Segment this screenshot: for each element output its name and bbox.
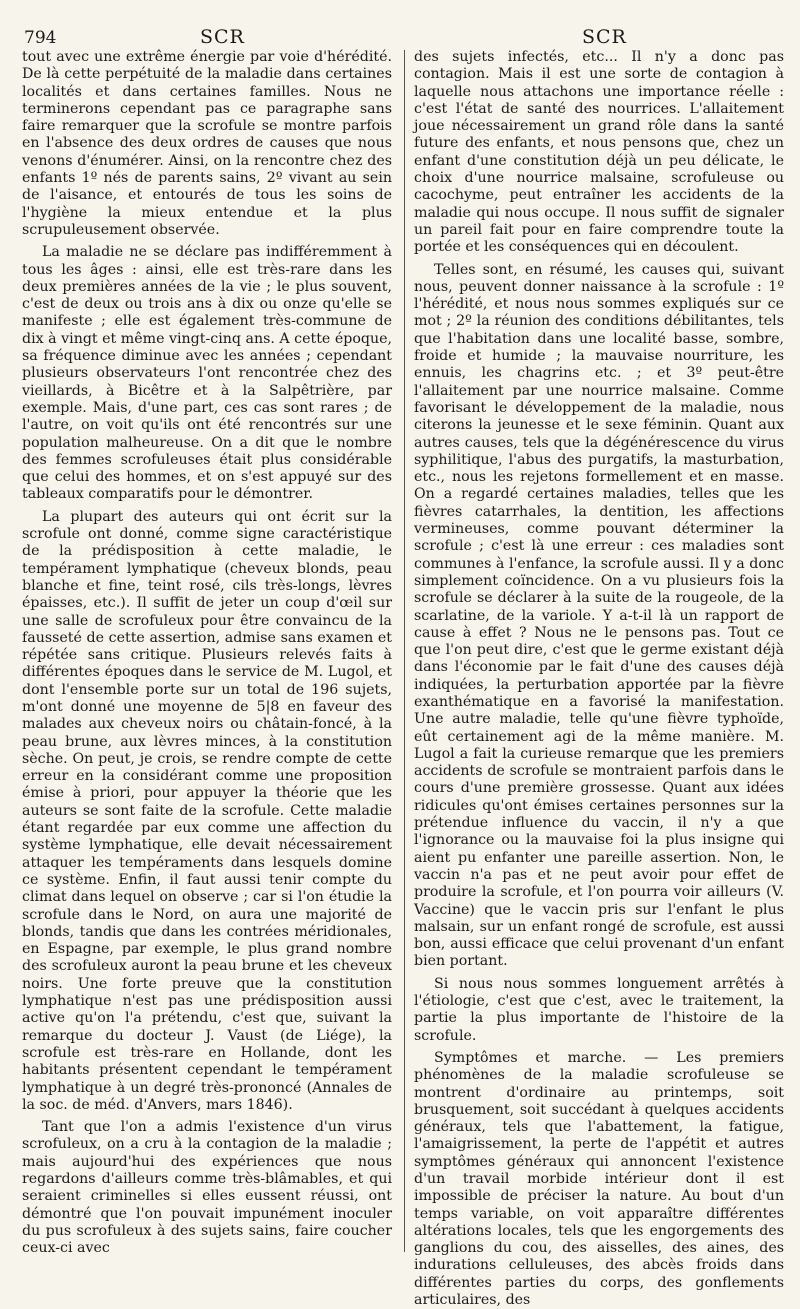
- paragraph: Telles sont, en résumé, les causes qui, suivant nous, peuvent donner naissance à la scrofule : 1º l'hérédité, et nous nous sommes expliqués sur ce mot ; 2º la réunion des conditions débilitantes, tels que l'habitation dans une localité basse, sombre, froide et humide ; la mauvaise nourriture, les ennuis, les chagrins etc. ; et 3º peut-être l'allaitement par une nourrice malsaine. Comme favorisant le développement de la maladie, nous citerons la jeunesse et le sexe féminin. Quant aux autres causes, tels que la dégénérescence du virus syphilitique, l'abus des purgatifs, la masturbation, etc., nous les rejetons formellement et en masse. On a regardé certaines maladies, telles que les fièvres catarrhales, la dentition, les affections vermineuses, comme pouvant déterminer la scrofule ; c'est là une erreur : ces maladies sont communes à l'enfance, la scrofule aussi. Il y a donc simplement coïncidence. On a vu plusieurs fois la scrofule se déclarer à la suite de la rougeole, de la scarlatine, de la variole. Y a-t-il là un rapport de cause à effet ? Nous ne le pensons pas. Tout ce que l'on peut dire, c'est que le germe existant déjà dans l'économie par le fait d'une des causes déjà indiquées, la perturbation apportée par la fièvre exanthématique en a favorisé la manifestation. Une autre maladie, telle qu'une fièvre typhoïde, eût certainement agi de la même manière. M. Lugol a fait la curieuse remarque que les premiers accidents de scrofule se montraient parfois dans le cours d'une première grossesse. Quant aux idées ridicules qu'ont émises certaines personnes sur la prétendue influence du vaccin, il n'y a que l'ignorance ou la mauvaise foi la plus insigne qui aient pu enfanter une pareille assertion. Non, le vaccin n'a pas et ne peut avoir pour effet de produire la scrofule, et l'on pourra voir ailleurs (V. Vaccine) que le vaccin pris sur l'enfant le plus malsain, sur un enfant rongé de scrofule, est aussi bon, aussi efficace que celui provenant d'un enfant bien portant.: [414, 261, 784, 970]
- paragraph: des sujets infectés, etc... Il n'y a donc pas contagion. Mais il est une sorte de contagion à laquelle nous attachons une importance réelle : c'est l'état de santé des nourrices. L'allaitement joue nécessairement un grand rôle dans la santé future des enfants, et nous pensons que, chez un enfant d'une constitution déjà un peu délicate, le choix d'une nourrice malsaine, scrofuleuse ou cacochyme, peut entraîner les accidents de la maladie qui nous occupe. Il nous suffit de signaler un pareil fait pour en faire comprendre toute la portée et les conséquences qui en découlent.: [414, 49, 784, 256]
- right-column: [414, 49, 784, 1309]
- running-head-left: SCR: [200, 26, 245, 48]
- page-number: 794: [24, 28, 57, 48]
- running-head-right: SCR: [582, 26, 627, 48]
- page-header: [22, 6, 778, 46]
- paragraph: La plupart des auteurs qui ont écrit sur la scrofule ont donné, comme signe caractéristique de la prédisposition à cette maladie, le tempérament lymphatique (cheveux blonds, peau blanche et fine, teint rosé, cils très-longs, lèvres épaisses, etc.). Il suffit de jeter un coup d'œil sur une salle de scrofuleux pour être convaincu de la fausseté de cette assertion, admise sans examen et répétée sans critique. Plusieurs relevés faits à différentes époques dans le service de M. Lugol, et dont l'ensemble porte sur un total de 196 sujets, m'ont donné une moyenne de 5|8 en faveur des malades aux cheveux noirs ou châtain-foncé, à la peau brune, aux lèvres minces, à la constitution sèche. On peut, je crois, se rendre compte de cette erreur en la considérant comme une proposition émise à priori, pour appuyer la théorie que les auteurs se sont faite de la scrofule. Cette maladie étant regardée par eux comme une affection du système lymphatique, elle devait nécessairement attaquer les tempéraments dans lesquels domine ce système. Enfin, il faut aussi tenir compte du climat dans lequel on observe ; car si l'on étudie la scrofule dans le Nord, on aura une majorité de blonds, tandis que dans les contrées méridionales, en Espagne, par exemple, le plus grand nombre des scrofuleux auront la peau brune et les cheveux noirs. Une forte preuve que la constitution lymphatique n'est pas une prédisposition aussi active qu'on l'a prétendu, c'est que, suivant la remarque du docteur J. Vaust (de Liége), la scrofule est très-rare en Hollande, dont les habitants présentent cependant le tempérament lymphatique à un degré très-prononcé (Annales de la soc. de méd. d'Anvers, mars 1846).: [22, 508, 392, 1113]
- paragraph: La maladie ne se déclare pas indifféremment à tous les âges : ainsi, elle est très-rare dans les deux premières années de la vie ; le plus souvent, c'est de deux ou trois ans à dix ou onze qu'elle se manifeste ; elle est également très-commune de dix à vingt et même vingt-cinq ans. A cette époque, sa fréquence diminue avec les années ; cependant plusieurs observateurs l'ont rencontrée chez des vieillards, à Bicêtre et à la Salpêtrière, par exemple. Mais, d'une part, ces cas sont rares ; de l'autre, on voit qu'ils ont été rencontrés sur une population malheureuse. On a dit que le nombre des femmes scrofuleuses était plus considérable que celui des hommes, et on s'est appuyé sur des tableaux comparatifs pour le démontrer.: [22, 244, 392, 503]
- paragraph: Si nous nous sommes longuement arrêtés à l'étiologie, c'est que c'est, avec le traitement, la partie la plus importante de l'histoire de la scrofule.: [414, 975, 784, 1044]
- paragraph: tout avec une extrême énergie par voie d'hérédité. De là cette perpétuité de la maladie dans certaines localités et dans certaines familles. Nous ne terminerons cependant pas ce paragraphe sans faire remarquer que la scrofule se montre parfois en l'absence des deux ordres de causes que nous venons d'énumérer. Ainsi, on la rencontre chez des enfants 1º nés de parents sains, 2º vivant au sein de l'aisance, et entourés de tous les soins de l'hygiène la mieux entendue et la plus scrupuleusement observée.: [22, 49, 392, 238]
- column-divider: [404, 50, 405, 1252]
- paragraph: Tant que l'on a admis l'existence d'un virus scrofuleux, on a cru à la contagion de la maladie ; mais aujourd'hui des expériences que nous regardons d'ailleurs comme très-blâmables, et qui seraient criminelles si elles eussent réussi, ont démontré que l'on pouvait impunément inoculer du pus scrofuleux à des sujets sains, faire coucher ceux-ci avec: [22, 1119, 392, 1257]
- left-column: [22, 49, 392, 1257]
- paragraph: Symptômes et marche. — Les premiers phénomènes de la maladie scrofuleuse se montrent d'ordinaire au printemps, soit brusquement, soit succédant à quelques accidents généraux, tels que l'abattement, la fatigue, l'amaigrissement, la perte de l'appétit et autres symptômes généraux qui annoncent l'existence d'un travail morbide intérieur dont il est impossible de préciser la nature. Au bout d'un temps variable, on voit apparaître différentes altérations locales, tels que les engorgements des ganglions du cou, des aisselles, des aines, des indurations celluleuses, des abcès froids dans différentes parties du corps, des gonflements articulaires, des: [414, 1049, 784, 1309]
